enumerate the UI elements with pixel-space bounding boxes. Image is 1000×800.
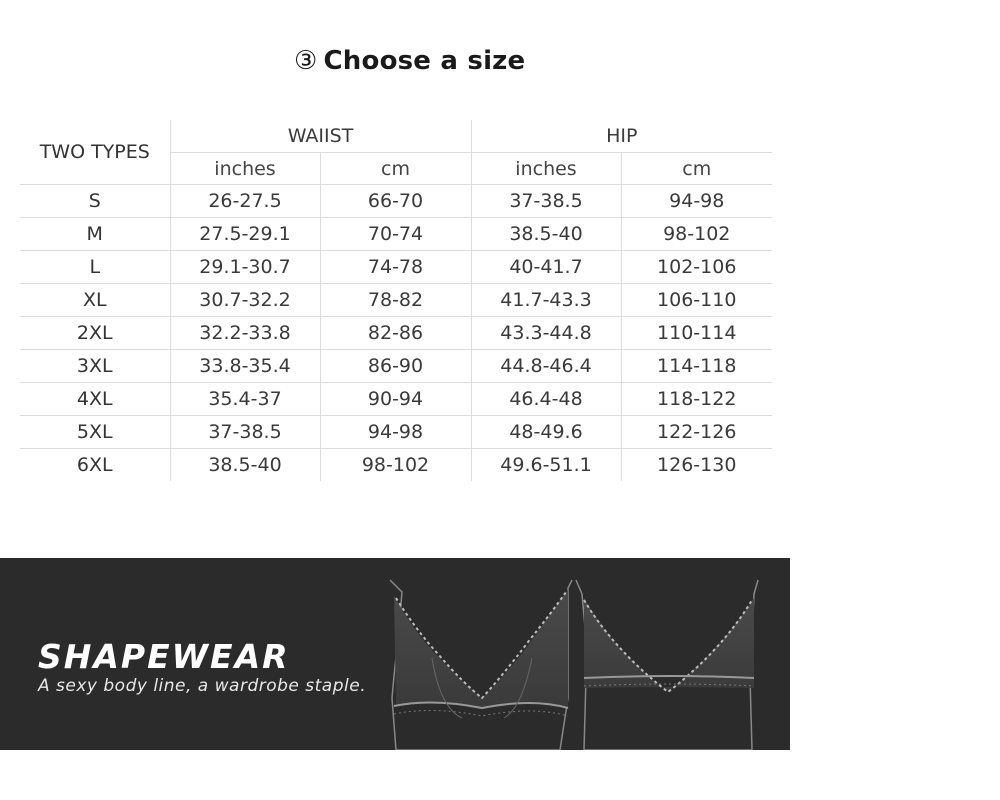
waist-cm-cell: 86-90 (320, 350, 471, 383)
size-cell: 5XL (20, 416, 170, 449)
waist-cm-cell: 98-102 (320, 449, 471, 482)
hip-inches-cell: 49.6-51.1 (471, 449, 621, 482)
hip-cm-cell: 106-110 (621, 284, 772, 317)
table-row (20, 449, 772, 482)
hip-cm-cell: 126-130 (621, 449, 772, 482)
hip-inches-cell: 38.5-40 (471, 218, 621, 251)
garment-front-icon (390, 580, 572, 750)
title-text: Choose a size (323, 46, 526, 76)
hip-inches-cell: 41.7-43.3 (471, 284, 621, 317)
hip-cm-cell: 114-118 (621, 350, 772, 383)
hip-inches-cell: 40-41.7 (471, 251, 621, 284)
waist-inches-cell: 32.2-33.8 (170, 317, 320, 350)
unit-header-hip-cm: cm (621, 153, 772, 185)
hip-inches-cell: 46.4-48 (471, 383, 621, 416)
banner-title: SHAPEWEAR (38, 637, 290, 676)
waist-inches-cell: 35.4-37 (170, 383, 320, 416)
table-row (20, 185, 772, 218)
size-cell: 3XL (20, 350, 170, 383)
table-row (20, 284, 772, 317)
size-chart-table (20, 120, 772, 481)
banner-subtitle: A sexy body line, a wardrobe staple. (38, 676, 367, 696)
group-header-row (20, 120, 772, 153)
hip-cm-cell: 94-98 (621, 185, 772, 218)
waist-inches-cell: 29.1-30.7 (170, 251, 320, 284)
shapewear-garment-icon (372, 558, 790, 750)
page-title (294, 46, 525, 76)
waist-cm-cell: 66-70 (320, 185, 471, 218)
shapewear-banner (0, 558, 790, 750)
unit-header-waist-cm: cm (320, 153, 471, 185)
hip-cm-cell: 98-102 (621, 218, 772, 251)
waist-inches-cell: 30.7-32.2 (170, 284, 320, 317)
table-row (20, 350, 772, 383)
hip-cm-cell: 122-126 (621, 416, 772, 449)
hip-cm-cell: 110-114 (621, 317, 772, 350)
size-cell: S (20, 185, 170, 218)
size-cell: 2XL (20, 317, 170, 350)
size-cell: 4XL (20, 383, 170, 416)
size-cell: 6XL (76, 454, 113, 476)
waist-inches-cell: 26-27.5 (170, 185, 320, 218)
hip-inches-cell: 37-38.5 (471, 185, 621, 218)
waist-cm-cell: 78-82 (320, 284, 471, 317)
size-cell: L (20, 251, 170, 284)
hip-inches-cell: 48-49.6 (471, 416, 621, 449)
hip-inches-cell: 44.8-46.4 (471, 350, 621, 383)
hip-inches-cell: 43.3-44.8 (471, 317, 621, 350)
corner-label: TWO TYPES (20, 120, 170, 185)
table-row (20, 383, 772, 416)
size-cell: M (20, 218, 170, 251)
waist-cm-cell: 74-78 (320, 251, 471, 284)
hip-cm-cell: 102-106 (621, 251, 772, 284)
waist-cm-cell: 82-86 (320, 317, 471, 350)
waist-cm-cell: 70-74 (320, 218, 471, 251)
size-cell: XL (20, 284, 170, 317)
waist-inches-cell: 38.5-40 (170, 449, 320, 482)
table-row (20, 416, 772, 449)
waist-inches-cell: 27.5-29.1 (170, 218, 320, 251)
unit-header-waist-inches: inches (170, 153, 320, 185)
waist-inches-cell: 37-38.5 (170, 416, 320, 449)
hip-cm-cell: 118-122 (621, 383, 772, 416)
table-row (20, 317, 772, 350)
step-number-icon: ③ (294, 46, 318, 76)
waist-cm-cell: 94-98 (320, 416, 471, 449)
group-header-waist: WAIIST (170, 120, 471, 153)
waist-cm-cell: 90-94 (320, 383, 471, 416)
table-row (20, 251, 772, 284)
table-row (20, 218, 772, 251)
unit-header-hip-inches: inches (471, 153, 621, 185)
waist-inches-cell: 33.8-35.4 (170, 350, 320, 383)
group-header-hip: HIP (471, 120, 772, 153)
garment-back-icon (576, 580, 758, 750)
